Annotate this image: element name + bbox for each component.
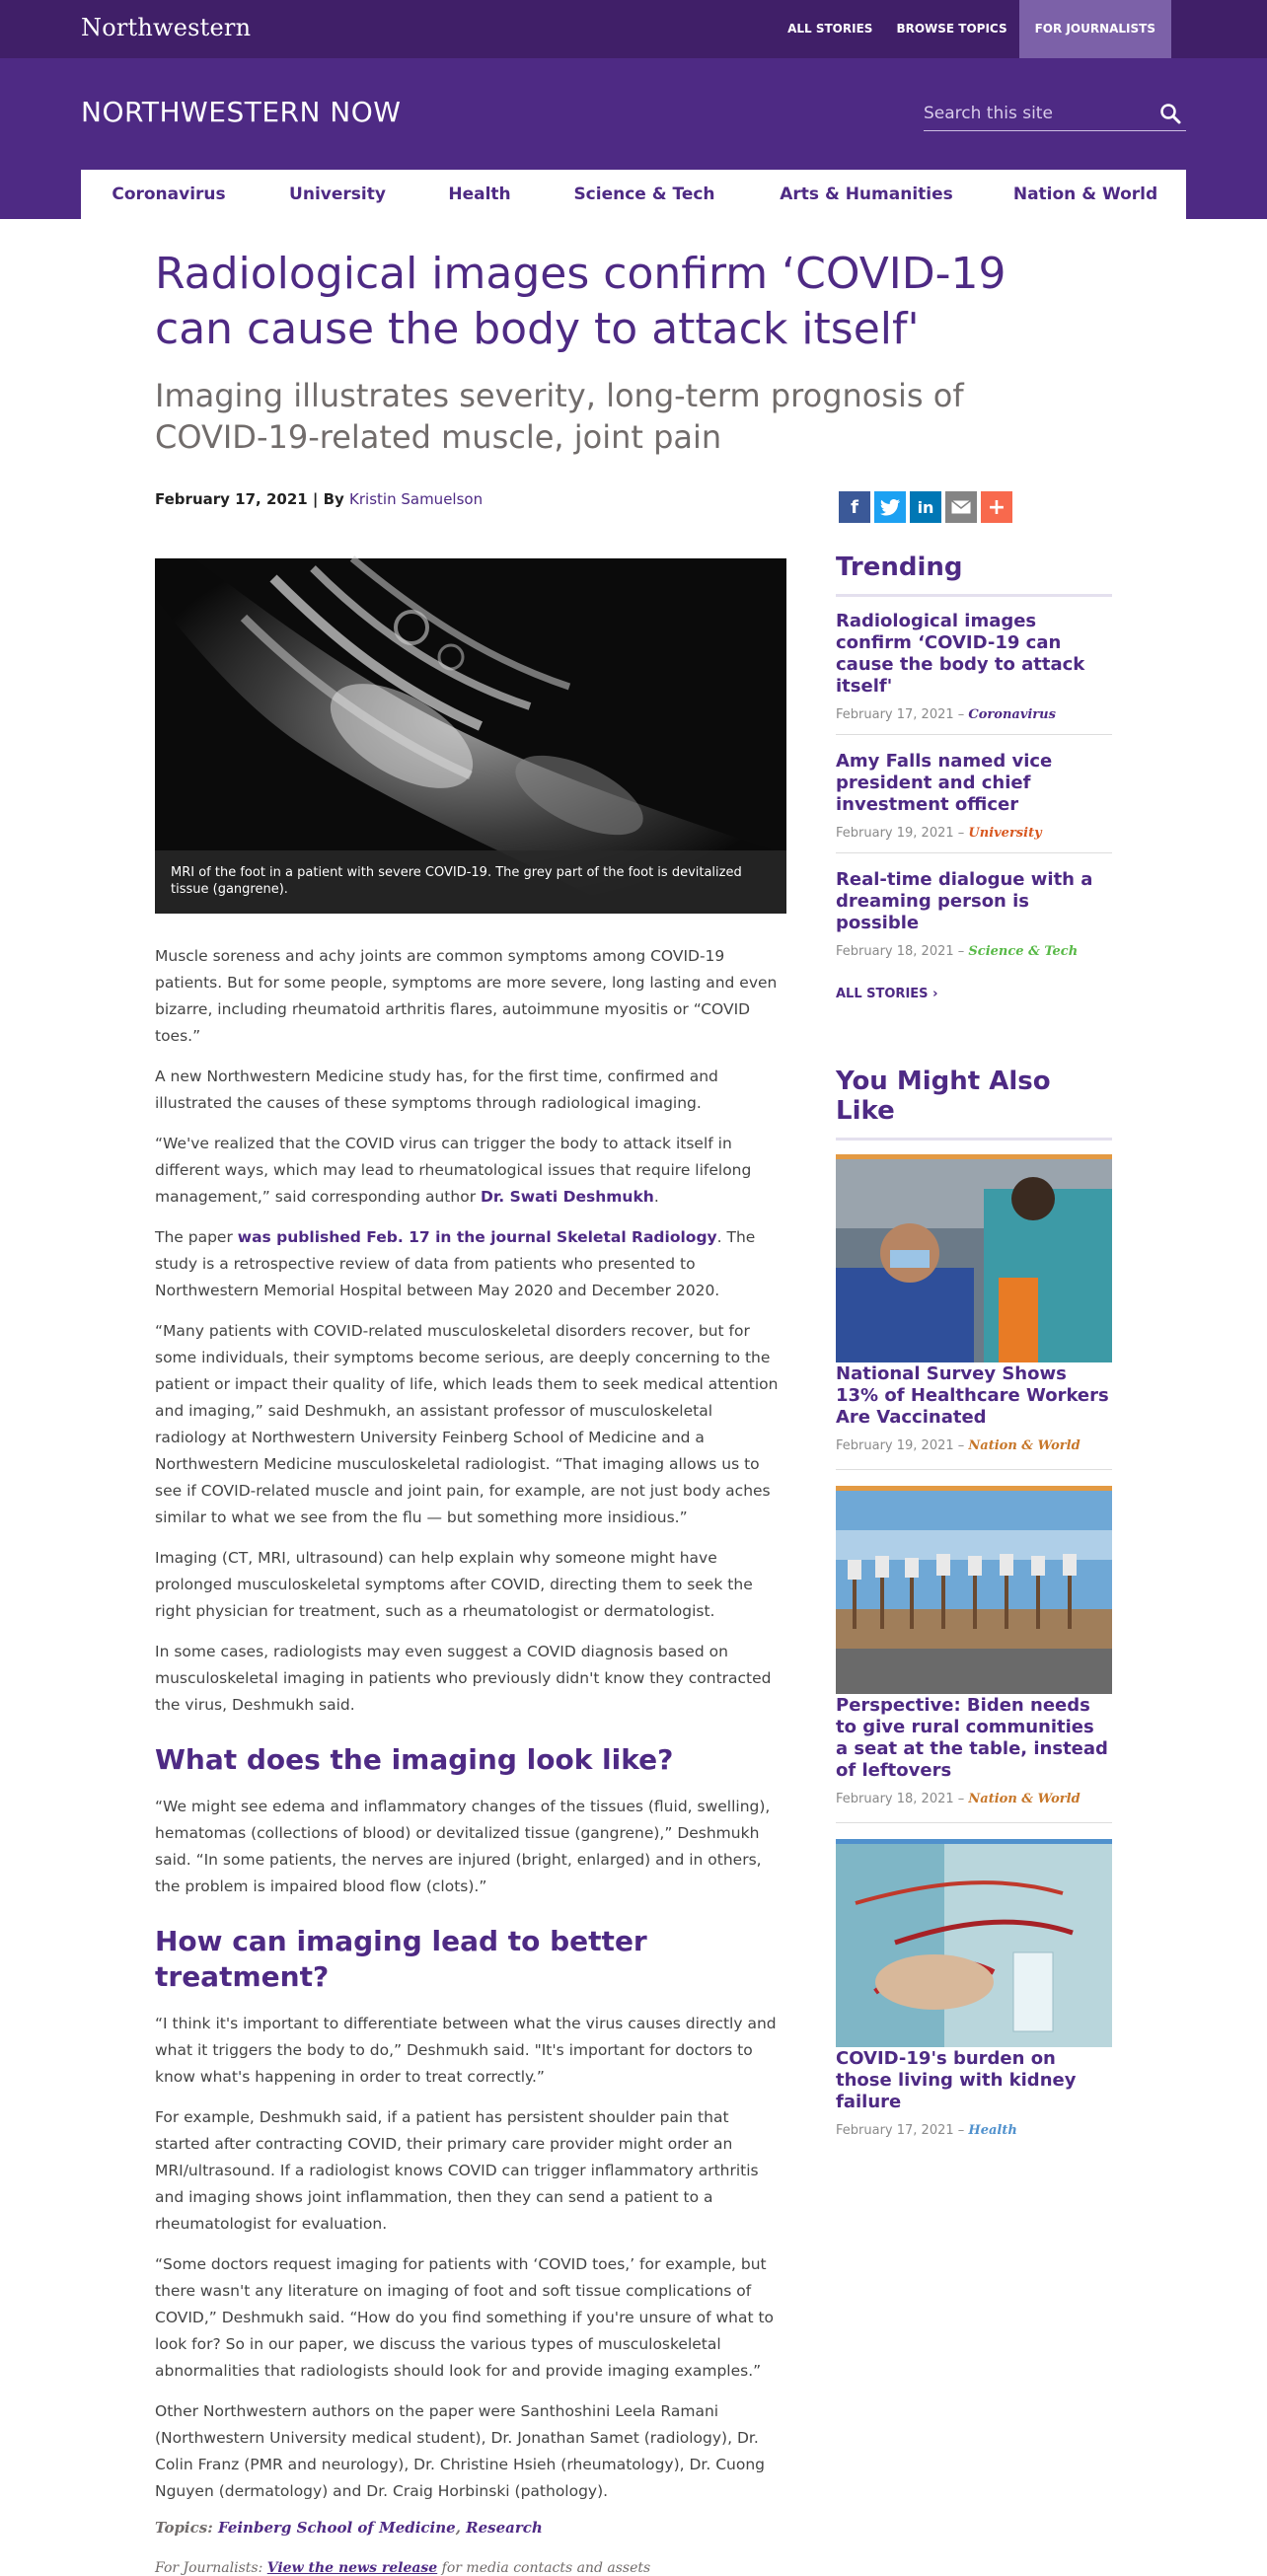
trending-item-title[interactable]: Real-time dialogue with a dreaming person is possible	[836, 869, 1093, 933]
journalists-note: For Journalists: View the news release for media contacts and assets	[155, 2560, 651, 2576]
also-like-heading: You Might Also Like	[836, 1067, 1112, 1141]
vaccination-photo[interactable]	[836, 1154, 1112, 1358]
all-stories-sidebar-link[interactable]: ALL STORIES ›	[836, 987, 938, 1001]
story-card	[836, 1839, 1112, 2154]
top-bar	[0, 0, 1267, 58]
search-box	[924, 98, 1186, 131]
news-release-link[interactable]: View the news release	[266, 2560, 438, 2576]
paragraph: In some cases, radiologists may even suggest a COVID diagnosis based on musculoskeletal imaging in patients who previously didn't know they contracted the virus, Deshmukh said.	[155, 1643, 772, 1714]
linkedin-icon[interactable]: in	[910, 491, 941, 523]
nav-university[interactable]: University	[289, 184, 386, 204]
share-buttons	[839, 491, 1012, 523]
chevron-right-icon: ›	[932, 987, 938, 1001]
northwestern-logo[interactable]: Northwestern	[81, 14, 252, 41]
search-input[interactable]	[924, 100, 1141, 127]
paragraph: The paper was published Feb. 17 in the journal Skeletal Radiology. The study is a retrospective review of data from patients who presented to Northwestern Memorial Hospital between May 2020 and December 2020.	[155, 1228, 756, 1299]
email-icon[interactable]	[945, 491, 977, 523]
image-caption: MRI of the foot in a patient with severe COVID-19. The grey part of the foot is devitalized tissue (gangrene).	[155, 850, 786, 914]
paragraph: Muscle soreness and achy joints are common symptoms among COVID-19 patients. But for some people, symptoms are more severe, long lasting and even bizarre, including rheumatoid arthritis flares, autoimmune myositis or “COVID toes.”	[155, 947, 778, 1045]
trending-item-meta: February 18, 2021 – Science & Tech	[836, 944, 1079, 959]
search-icon[interactable]	[1158, 102, 1182, 125]
trending-item	[836, 611, 1112, 735]
mailboxes-photo[interactable]	[836, 1486, 1112, 1689]
topic-tag[interactable]: Coronavirus	[968, 707, 1056, 722]
story-card-title[interactable]: COVID-19's burden on those living with kidney failure	[836, 2048, 1077, 2112]
hero-image	[155, 558, 786, 914]
topic-feinberg-link[interactable]: Feinberg School of Medicine	[217, 2519, 456, 2537]
trending-item-meta: February 19, 2021 – University	[836, 826, 1042, 841]
story-card	[836, 1154, 1112, 1470]
story-card-title[interactable]: Perspective: Biden needs to give rural communities a seat at the table, instead of leftovers	[836, 1695, 1108, 1781]
paragraph: “I think it's important to differentiate between what the virus causes directly and what it triggers the body to do,” Deshmukh said. "It's important for doctors to know what's happening in order to treat correctly.”	[155, 2015, 777, 2086]
topic-tag[interactable]: Health	[968, 2123, 1017, 2138]
trending-item	[836, 751, 1112, 853]
byline	[155, 490, 483, 508]
trending-item-title[interactable]: Radiological images confirm ‘COVID-19 can cause the body to attack itself'	[836, 611, 1085, 697]
skeletal-radiology-link[interactable]: was published Feb. 17 in the journal Skeletal Radiology	[237, 1228, 717, 1246]
topics: Topics: Feinberg School of Medicine, Research	[155, 2519, 543, 2537]
all-stories-link[interactable]: ALL STORIES	[787, 22, 873, 36]
byline-separator: | By	[307, 490, 350, 508]
story-card-meta: February 18, 2021 – Nation & World	[836, 1792, 1081, 1806]
sidebar	[836, 552, 1112, 2170]
deshmukh-link[interactable]: Dr. Swati Deshmukh	[481, 1188, 654, 1206]
nav-health[interactable]: Health	[448, 184, 511, 204]
paragraph: “Some doctors request imaging for patients with ‘COVID toes,’ for example, but there wasn't any literature on imaging of foot and soft tissue complications of COVID,” Deshmukh said. “How do you find something if you're unsure of what to look for? So in our paper, we discuss the various types of musculoskeletal abnormalities that radiologists should look for and provide imaging examples.”	[155, 2255, 775, 2380]
topic-tag[interactable]: Science & Tech	[968, 944, 1079, 959]
paragraph: Imaging (CT, MRI, ultrasound) can help explain why someone might have prolonged musculoskeletal symptoms after COVID, directing them to seek the right physician for treatment, such as a rheumatologist or dermatologist.	[155, 1549, 753, 1620]
nav-coronavirus[interactable]: Coronavirus	[112, 184, 226, 204]
dialysis-photo[interactable]	[836, 1839, 1112, 2042]
more-share-icon[interactable]: +	[981, 491, 1012, 523]
nav-nation-world[interactable]: Nation & World	[1012, 184, 1158, 204]
twitter-icon[interactable]	[874, 491, 906, 523]
site-title[interactable]: NORTHWESTERN NOW	[81, 96, 402, 128]
nav-science-tech[interactable]: Science & Tech	[573, 184, 715, 204]
story-card-meta: February 19, 2021 – Nation & World	[836, 1438, 1081, 1453]
topic-tag[interactable]: Nation & World	[968, 1792, 1081, 1806]
story-card-meta: February 17, 2021 – Health	[836, 2123, 1017, 2138]
facebook-icon[interactable]: f	[839, 491, 870, 523]
trending-item-meta: February 17, 2021 – Coronavirus	[836, 707, 1056, 722]
trending-item	[836, 869, 1112, 971]
story-card-title[interactable]: National Survey Shows 13% of Healthcare Workers Are Vaccinated	[836, 1363, 1109, 1428]
article-subhead: Imaging illustrates severity, long-term prognosis of COVID-19-related muscle, joint pain	[155, 377, 964, 456]
topic-tag[interactable]: Nation & World	[968, 1438, 1081, 1453]
paragraph: “Many patients with COVID-related musculoskeletal disorders recover, but for some individuals, their symptoms become serious, are deeply concerning to the patient or impact their quality of life, which leads them to seek medical attention and imaging,” said Deshmukh, an assistant professor of musculoskeletal radiology at Northwestern University Feinberg School of Medicine and a Northwestern Medicine musculoskeletal radiologist. “That imaging allows us to see if COVID-related muscle and joint pain, for example, are not just body aches similar to what we see from the flu — but something more insidious.”	[155, 1322, 779, 1526]
author-link[interactable]: Kristin Samuelson	[349, 490, 484, 508]
topic-tag[interactable]: University	[968, 826, 1042, 841]
paragraph: For example, Deshmukh said, if a patient has persistent shoulder pain that started after contracting COVID, their primary care provider might order an MRI/ultrasound. If a radiologist knows COVID can trigger inflammatory arthritis and imaging shows joint inflammation, then they can send a patient to a rheumatologist for evaluation.	[155, 2108, 759, 2233]
nav-arts-humanities[interactable]: Arts & Humanities	[780, 184, 953, 204]
section-heading: How can imaging lead to better treatment?	[155, 1925, 647, 1993]
story-card	[836, 1486, 1112, 1823]
paragraph: Other Northwestern authors on the paper were Santhoshini Leela Ramani (Northwestern University medical student), Dr. Jonathan Samet (radiology), Dr. Colin Franz (PMR and neurology), Dr. Christine Hsieh (rheumatology), Dr. Cuong Nguyen (dermatology) and Dr. Craig Horbinski (pathology).	[155, 2402, 766, 2500]
browse-topics-link[interactable]: BROWSE TOPICS	[896, 22, 1007, 36]
category-nav	[81, 170, 1186, 219]
section-heading: What does the imaging look like?	[155, 1743, 674, 1776]
site-header	[0, 58, 1267, 219]
paragraph: “We might see edema and inflammatory changes of the tissues (fluid, swelling), hematomas (collections of blood) or devitalized tissue (gangrene),” Deshmukh said. “In some patients, the nerves are injured (bright, enlarged) and in others, the problem is impaired blood flow (clots).”	[155, 1798, 771, 1895]
for-journalists-link[interactable]: FOR JOURNALISTS	[1019, 0, 1171, 58]
topic-research-link[interactable]: Research	[466, 2519, 543, 2537]
trending-heading: Trending	[836, 552, 1112, 597]
article-headline: Radiological images confirm ‘COVID-19 can cause the body to attack itself'	[155, 249, 1006, 354]
trending-item-title[interactable]: Amy Falls named vice president and chief investment officer	[836, 751, 1053, 815]
paragraph: A new Northwestern Medicine study has, for the first time, confirmed and illustrated the causes of these symptoms through radiological imaging.	[155, 1067, 718, 1112]
paragraph: “We've realized that the COVID virus can trigger the body to attack itself in different ways, which may lead to rheumatological issues that require lifelong management,” said corresponding author Dr. Swati Deshmukh.	[155, 1135, 752, 1206]
utility-nav	[776, 0, 1171, 58]
article-body	[155, 943, 786, 2576]
article-date: February 17, 2021	[155, 490, 308, 508]
also-like-section	[836, 1067, 1112, 2154]
